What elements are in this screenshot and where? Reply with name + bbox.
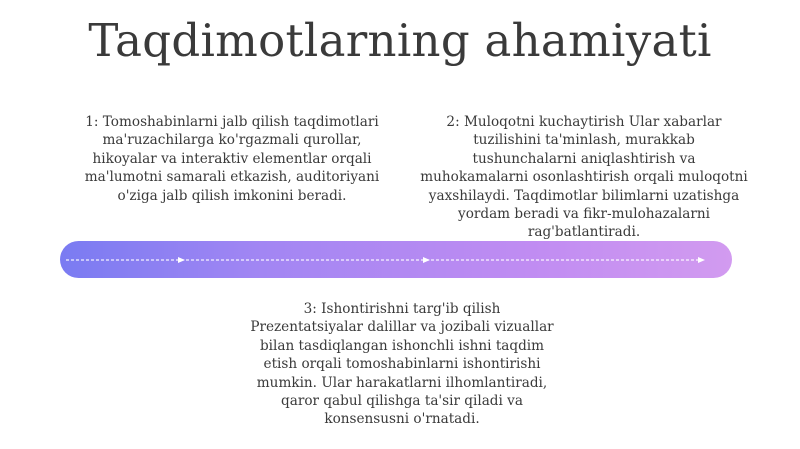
timeline-bar [60,241,732,278]
slide-title: Taqdimotlarning ahamiyati [88,14,712,67]
point-3-text: 3: Ishontirishni targ'ib qilish Prezentatsiyalar dalillar va jozibali vizuallar bilan tasdiqlangan ishonchli ishni taqdim etish orqali tomoshabinlarni ishontirishi mumkin. Ular harakatlarni ilhomlantiradi, qaror qabul qilishga ta'sir qiladi va konsensusni o'rnatadi. [250,301,554,428]
point-2-text: 2: Muloqotni kuchaytirish Ular xabarlar tuzilishini ta'minlash, murakkab tushunchalarni aniqlashtirish va muhokamalarni osonlashtirish orqali muloqotni yaxshilaydi. Taqdimotlar bilimlarni uzatishga yordam beradi va fikr-mulohazalarni rag'batlantiradi. [420,114,748,241]
point-1-text: 1: Tomoshabinlarni jalb qilish taqdimotlari ma'ruzachilarga ko'rgazmali qurollar, hikoyalar va interaktiv elementlar orqali ma'lumotni samarali etkazish, auditoriyani o'ziga jalb qilish imkonini beradi. [84,114,380,204]
